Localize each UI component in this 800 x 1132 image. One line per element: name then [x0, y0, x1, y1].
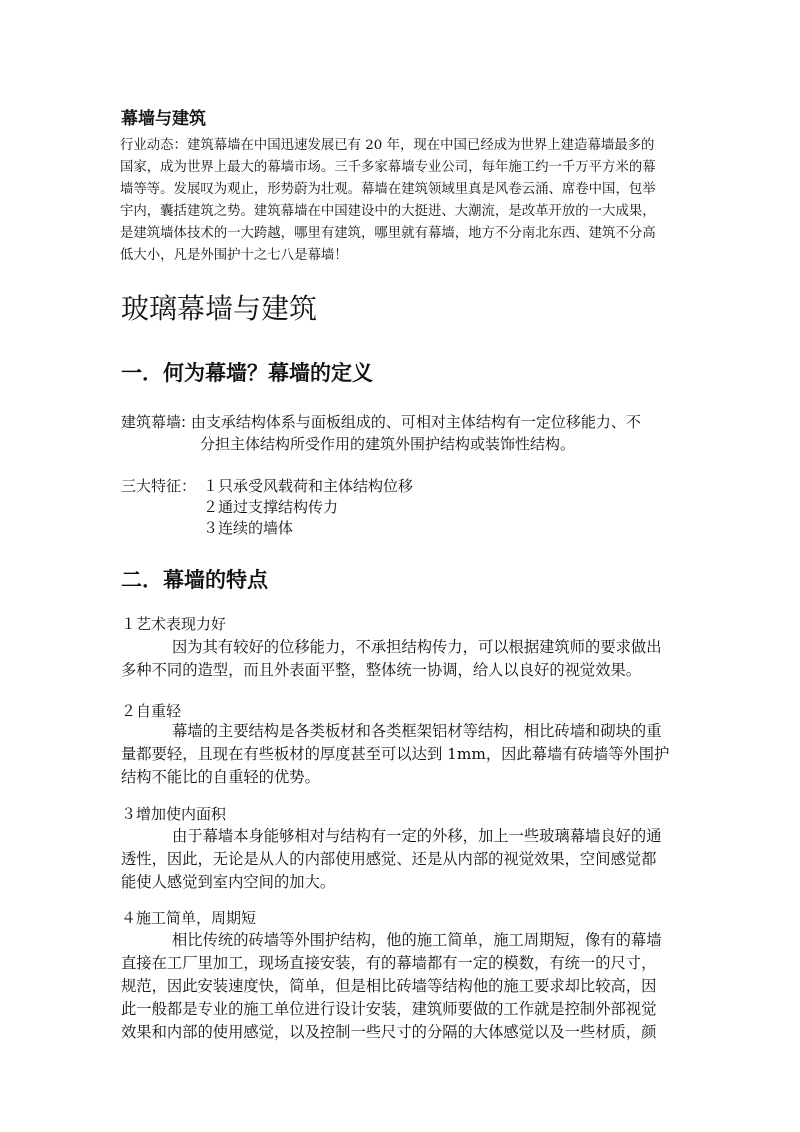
- intro-line: 行业动态：建筑幕墙在中国迅速发展已有 20 年，现在中国已经成为世界上建造幕墙最多的: [120, 138, 655, 153]
- feature-item: １只承受风载荷和主体结构位移: [203, 477, 414, 495]
- point-text-line: 规范，因此安装速度快，简单，但是相比砖墙等结构他的施工要求却比较高，因: [121, 977, 657, 995]
- intro-line: 低大小，凡是外围护十之七八是幕墙！: [120, 248, 348, 263]
- intro-title: 幕墙与建筑: [121, 109, 206, 129]
- point-text-line: 相比传统的砖墙等外围护结构，他的施工简单，施工周期短，像有的幕墙: [172, 931, 662, 949]
- point-text-line: 直接在工厂里加工，现场直接安装，有的幕墙都有一定的模数，有统一的尺寸，: [121, 954, 657, 972]
- section-heading-features: 二．幕墙的特点: [121, 568, 268, 592]
- point-text-line: 结构不能比的自重轻的优势。: [121, 768, 320, 786]
- point-title: ２自重轻: [121, 702, 182, 720]
- point-text-line: 由于幕墙本身能够相对与结构有一定的外移，加上一些玻璃幕墙良好的通: [172, 827, 662, 845]
- definition-line: 分担主体结构所受作用的建筑外围护结构或装饰性结构。: [200, 435, 576, 453]
- point-text-line: 效果和内部的使用感觉，以及控制一些尺寸的分隔的大体感觉以及一些材质，颜: [121, 1023, 657, 1041]
- feature-item: ２通过支撑结构传力: [203, 498, 339, 516]
- point-title: ３增加使内面积: [121, 805, 227, 823]
- point-title: １艺术表现力好: [121, 615, 227, 633]
- intro-line: 宇内，囊括建筑之势。建筑幕墙在中国建设中的大挺进、大潮流，是改革开放的一大成果，: [120, 204, 656, 219]
- document-title: 玻璃幕墙与建筑: [121, 292, 318, 325]
- point-text-line: 幕墙的主要结构是各类板材和各类框架铝材等结构，相比砖墙和砌块的重: [172, 722, 662, 740]
- section-heading-definition: 一．何为幕墙？幕墙的定义: [121, 361, 373, 385]
- intro-line: 国家，成为世界上最大的幕墙市场。三千多家幕墙专业公司，每年施工约一千万平方米的幕: [120, 160, 656, 175]
- point-text-line: 此一般都是专业的施工单位进行设计安装，建筑师要做的工作就是控制外部视觉: [121, 1000, 657, 1018]
- point-text-line: 因为其有较好的位移能力，不承担结构传力，可以根据建筑师的要求做出: [172, 638, 662, 656]
- definition-line: 建筑幕墙: 由支承结构体系与面板组成的、可相对主体结构有一定位移能力、不: [121, 413, 641, 431]
- intro-line: 是建筑墙体技术的一大跨越，哪里有建筑，哪里就有幕墙，地方不分南北东西、建筑不分高: [120, 226, 656, 241]
- point-title: ４施工简单，周期短: [121, 909, 257, 927]
- features-label: 三大特征：: [121, 477, 197, 495]
- point-text-line: 能使人感觉到室内空间的加大。: [121, 873, 336, 891]
- intro-line: 墙等等。发展叹为观止，形势蔚为壮观。幕墙在建筑领域里真是风卷云涌、席卷中国，包举: [120, 182, 656, 197]
- point-text-line: 多种不同的造型，而且外表面平整，整体统一协调，给人以良好的视觉效果。: [121, 661, 642, 679]
- feature-item: ３连续的墙体: [203, 519, 294, 537]
- point-text-line: 量都要轻，且现在有些板材的厚度甚至可以达到 1mm，因此幕墙有砖墙等外围护: [121, 745, 670, 763]
- point-text-line: 透性，因此，无论是从人的内部使用感觉、还是从内部的视觉效果，空间感觉都: [121, 850, 657, 868]
